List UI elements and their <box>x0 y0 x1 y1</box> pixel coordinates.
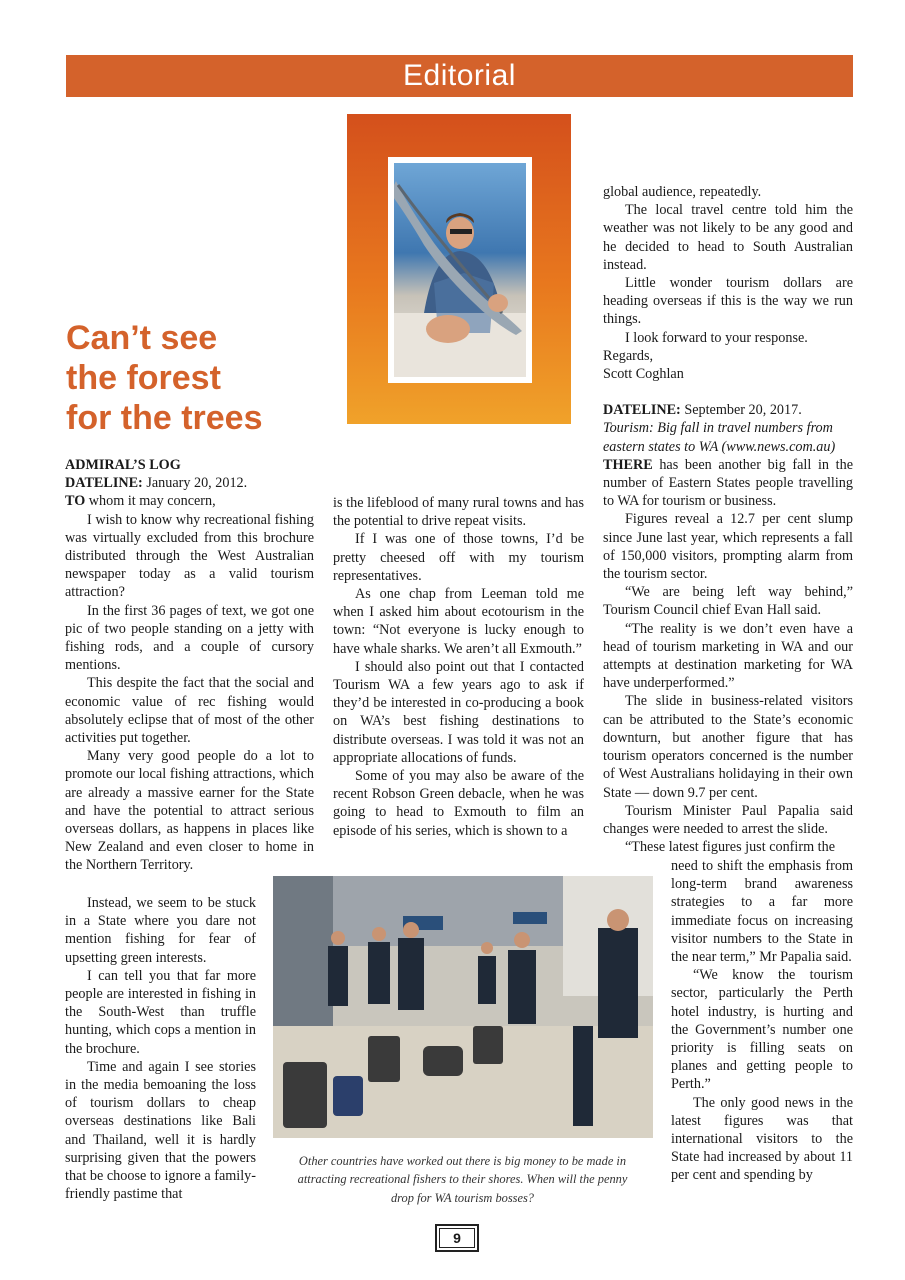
headline-line-1: Can’t see <box>66 319 218 357</box>
photo-caption: Other countries have worked out there is big money to be made in attracting recreational fishers to their shores. When will the penny drop for WA tourism bosses? <box>297 1154 628 1205</box>
signature-name: Scott Coghlan <box>603 366 684 383</box>
airport-photo <box>273 876 653 1138</box>
article-column-3 <box>603 183 853 856</box>
paragraph: I look forward to your response. <box>625 329 808 346</box>
salutation-lead: TO <box>65 493 86 510</box>
paragraph: Tourism Minister Paul Papalia said changes were needed to arrest the slide. <box>603 802 853 837</box>
paragraph: Time and again I see stories in the media bemoaning the loss of tourism dollars to cheap overseas destinations like Bali and Thailand, well it is hardly surprising given that the powers that be choose to ignore a family-friendly pastime that <box>65 1058 256 1203</box>
dateline-value-2: September 20, 2017. <box>680 402 802 419</box>
article-column-2 <box>333 494 584 840</box>
article-column-1-continued <box>65 894 256 1203</box>
paragraph: The local travel centre told him the weather was not likely to be any good and he decided to head to South Australian instead. <box>603 202 853 273</box>
fisherman-image <box>394 163 526 377</box>
page-number: 9 <box>435 1224 479 1252</box>
dateline-label: DATELINE: <box>65 475 143 492</box>
salutation-text: whom it may concern, <box>85 493 216 510</box>
article-column-1 <box>65 456 314 875</box>
paragraph: Many very good people do a lot to promote our local fishing attractions, which are already a massive earner for the State and have the potential to attract serious overseas dollars, as happens in places like New Zealand and even closer to home in the Northern Territory. <box>65 748 314 874</box>
paragraph: I can tell you that far more people are interested in fishing in the South-West than truffle hunting, which cops a mention in the brochure. <box>65 967 256 1057</box>
paragraph: global audience, repeatedly. <box>603 184 762 200</box>
paragraph: If I was one of those towns, I’d be pretty cheesed off with my tourism representatives. <box>333 531 584 584</box>
author-photo-fish <box>394 163 526 377</box>
headline-line-3: for the trees <box>66 399 263 437</box>
paragraph: The only good news in the latest figures was that international visitors to the State had increased by about 11 per cent and spending by <box>671 1094 853 1184</box>
paragraph: need to shift the emphasis from long-term brand awareness strategies to a far more immediate focus on increasing visitor numbers to the State in the near term,” Mr Papalia said. <box>671 858 853 966</box>
author-photo-frame <box>347 114 571 424</box>
paragraph: “We know the tourism sector, particularly the Perth hotel industry, is hurting and the Government’s number one priority is filling seats on planes and getting people to Perth.” <box>671 967 853 1093</box>
paragraph: I should also point out that I contacted Tourism WA a few years ago to ask if they’d be interested in co-producing a book on WA’s best fishing destinations to distribute overseas. I was told it was not an appropriate allocations of funds. <box>333 658 584 766</box>
headline-line-2: the forest <box>66 359 221 397</box>
paragraph: Some of you may also be aware of the recent Robson Green debacle, when he was going to head to Exmouth to film an episode of his series, which is shown to a <box>333 768 584 839</box>
paragraph: The slide in business-related visitors can be attributed to the State’s economic downturn, but another figure that has tourism operators concerned is the number of West Australians holidaying in their own State — down 9.7 per cent. <box>603 693 853 801</box>
paragraph: This despite the fact that the social and economic value of rec fishing would absolutely eclipse that of most of the other activities put together. <box>65 675 314 747</box>
lead-text: has been another big fall in the number of Eastern States people travelling to WA for tourism or business. <box>603 456 853 510</box>
paragraph: Instead, we seem to be stuck in a State where you dare not mention fishing for fear of upsetting green interests. <box>65 895 256 966</box>
section-banner: Editorial <box>66 55 853 97</box>
paragraph: “These latest figures just confirm the <box>625 839 835 856</box>
paragraph: is the lifeblood of many rural towns and has the potential to drive repeat visits. <box>333 495 584 530</box>
paragraph: In the first 36 pages of text, we got one pic of two people standing on a jetty with fishing rods, and a couple of cursory mentions. <box>65 602 314 674</box>
lead-word: THERE <box>603 456 653 473</box>
paragraph: I wish to know why recreational fishing was virtually excluded from this brochure distributed through the West Australian newspaper today as a valid tourism attraction? <box>65 511 314 601</box>
log-title: ADMIRAL’S LOG <box>65 457 181 473</box>
paragraph: “We are being left way behind,” Tourism Council chief Evan Hall said. <box>603 584 853 619</box>
dateline-value: January 20, 2012. <box>142 475 248 492</box>
airport-fishers-image <box>273 876 653 1138</box>
paragraph: As one chap from Leeman told me when I asked him about ecotourism in the town: “Not everyone is lucky enough to have whale sharks. We aren’t all Exmouth.” <box>333 586 584 657</box>
source-citation: Tourism: Big fall in travel numbers from eastern states to WA (www.news.com.au) <box>603 420 836 455</box>
author-photo-mat <box>388 157 532 383</box>
article-column-3-continued <box>671 857 853 1185</box>
article-headline <box>66 318 263 438</box>
paragraph: “The reality is we don’t even have a head of tourism marketing in WA and our attempts at destination marketing for WA have underperformed.” <box>603 620 853 692</box>
sign-off: Regards, <box>603 347 654 364</box>
paragraph: Figures reveal a 12.7 per cent slump since June last year, which represents a fall of 150,000 visitors, prompting alarm from the tourism sector. <box>603 511 853 583</box>
paragraph: Little wonder tourism dollars are heading overseas if this is the way we run things. <box>603 275 853 328</box>
dateline-label-2: DATELINE: <box>603 402 681 419</box>
